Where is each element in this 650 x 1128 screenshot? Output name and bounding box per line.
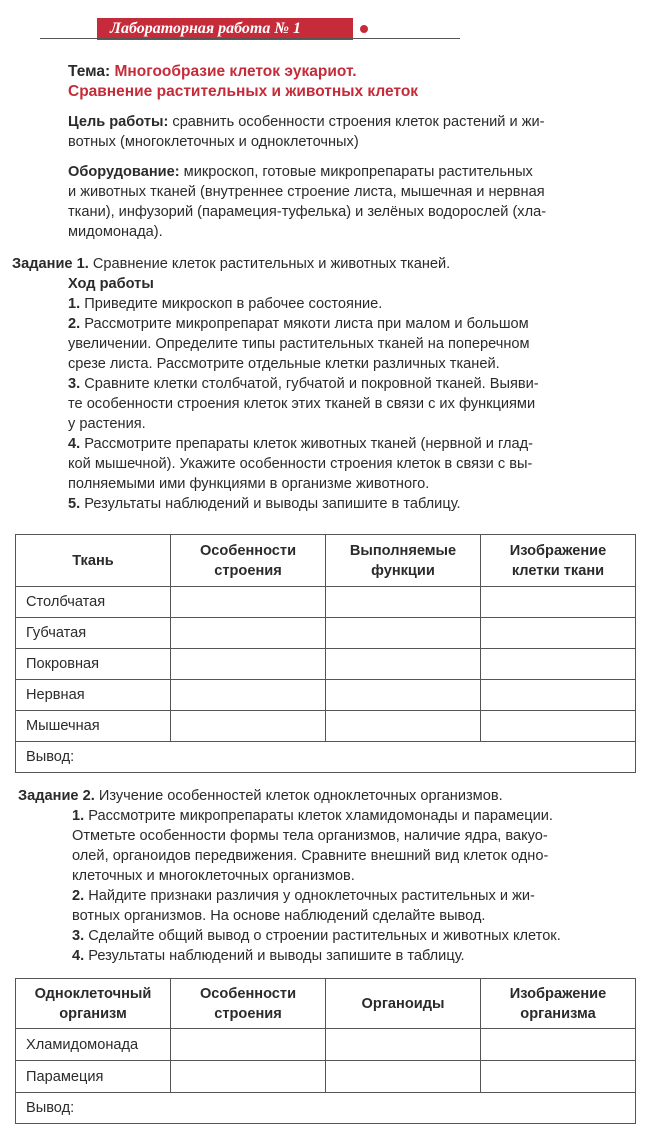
empty-cell[interactable]	[171, 587, 326, 618]
conclusion-row	[16, 742, 636, 773]
task2-heading	[18, 786, 503, 806]
task2-table	[15, 978, 636, 1124]
header-text: организм	[59, 1005, 127, 1022]
step-text: увеличении. Определите типы растительных тканей на поперечном	[68, 336, 530, 352]
step-line	[72, 886, 535, 906]
header-text: Ткань	[72, 552, 114, 569]
header-text: Особенности	[199, 542, 297, 559]
step-text: у растения.	[68, 416, 146, 432]
table-row	[16, 1061, 636, 1093]
empty-cell[interactable]	[171, 1029, 326, 1061]
equipment-text-3: ткани), инфузорий (парамеция-туфелька) и зелёных водорослей (хла-	[68, 204, 547, 220]
table-row	[16, 1029, 636, 1061]
header-text: организма	[520, 1005, 596, 1022]
empty-cell[interactable]	[171, 1061, 326, 1093]
header-rule	[40, 38, 460, 39]
empty-cell[interactable]	[481, 1061, 636, 1093]
header-dot-decoration	[360, 25, 368, 33]
row-label: Парамеция	[16, 1061, 171, 1093]
goal-text-1: сравнить особенности строения клеток растений и жи-	[172, 114, 545, 130]
row-label: Мышечная	[16, 711, 171, 742]
task1-progress-label: Ход работы	[68, 276, 154, 292]
topic-title-2: Сравнение растительных и животных клеток	[68, 83, 419, 100]
step-line	[68, 454, 532, 474]
table-header-cell	[326, 979, 481, 1029]
empty-cell[interactable]	[171, 649, 326, 680]
step-line	[72, 806, 553, 826]
empty-cell[interactable]	[481, 1029, 636, 1061]
empty-cell[interactable]	[326, 1029, 481, 1061]
goal-text-2: вотных (многоклеточных и одноклеточных)	[68, 134, 359, 150]
empty-cell[interactable]	[171, 618, 326, 649]
table-row	[16, 649, 636, 680]
table-header-cell	[16, 979, 171, 1029]
step-line	[72, 946, 465, 966]
empty-cell[interactable]	[326, 680, 481, 711]
goal-line-1	[68, 112, 545, 132]
step-line	[68, 314, 529, 334]
task2-title: Изучение особенностей клеток одноклеточных организмов.	[98, 788, 503, 804]
step-line	[72, 826, 548, 846]
empty-cell[interactable]	[326, 649, 481, 680]
step-line	[68, 414, 146, 434]
task2-label: Задание 2.	[18, 788, 95, 804]
task1-label: Задание 1.	[12, 256, 89, 272]
step-text: срезе листа. Рассмотрите отдельные клетки различных тканей.	[68, 356, 500, 372]
equipment-text-1: микроскоп, готовые микропрепараты растительных	[183, 164, 533, 180]
step-line	[72, 926, 561, 946]
goal-label: Цель работы:	[68, 114, 169, 130]
step-line	[68, 374, 539, 394]
step-number: 5.	[68, 496, 81, 512]
task1-heading	[12, 254, 450, 274]
table-header-cell	[16, 535, 171, 587]
step-text: Отметьте особенности формы тела организмов, наличие ядра, вакуо-	[72, 828, 548, 844]
task1-title: Сравнение клеток растительных и животных тканей.	[92, 256, 451, 272]
equipment-label: Оборудование:	[68, 164, 180, 180]
row-label: Нервная	[16, 680, 171, 711]
step-text: Приведите микроскоп в рабочее состояние.	[84, 296, 383, 312]
conclusion-row	[16, 1093, 636, 1124]
header-text: клетки ткани	[511, 562, 605, 579]
table-row	[16, 587, 636, 618]
header-text: Выполняемые	[349, 542, 457, 559]
topic-title-1: Многообразие клеток эукариот.	[114, 63, 357, 80]
step-text: Результаты наблюдений и выводы запишите в таблицу.	[84, 496, 461, 512]
empty-cell[interactable]	[481, 680, 636, 711]
row-label: Хламидомонада	[16, 1029, 171, 1061]
step-line	[68, 334, 530, 354]
step-text: Сравните клетки столбчатой, губчатой и покровной тканей. Выяви-	[84, 376, 539, 392]
table-header-cell	[326, 535, 481, 587]
step-text: Рассмотрите микропрепарат мякоти листа при малом и большом	[84, 316, 529, 332]
step-text: Сделайте общий вывод о строении растительных и животных клеток.	[88, 928, 561, 944]
step-line	[72, 906, 485, 926]
step-text: олей, органоидов передвижения. Сравните внешний вид клеток одно-	[72, 848, 549, 864]
row-label: Покровная	[16, 649, 171, 680]
empty-cell[interactable]	[481, 711, 636, 742]
step-number: 4.	[72, 948, 85, 964]
table-header-cell	[481, 979, 636, 1029]
empty-cell[interactable]	[481, 618, 636, 649]
row-label: Столбчатая	[16, 587, 171, 618]
header-text: строения	[214, 1005, 282, 1022]
task1-table	[15, 534, 636, 773]
step-text: полняемыми ими функциями в организме животного.	[68, 476, 430, 492]
header-text: Органоиды	[361, 995, 445, 1012]
empty-cell[interactable]	[326, 587, 481, 618]
conclusion-label[interactable]: Вывод:	[16, 742, 636, 773]
step-line	[68, 294, 382, 314]
empty-cell[interactable]	[326, 1061, 481, 1093]
empty-cell[interactable]	[171, 680, 326, 711]
step-number: 3.	[68, 376, 81, 392]
step-text: те особенности строения клеток этих тканей в связи с их функциями	[68, 396, 536, 412]
step-line	[68, 394, 535, 414]
topic-line-1	[68, 62, 357, 82]
step-text: Рассмотрите препараты клеток животных тканей (нервной и глад-	[84, 436, 534, 452]
step-text: вотных организмов. На основе наблюдений сделайте вывод.	[72, 908, 486, 924]
table-header-row	[16, 979, 636, 1029]
step-number: 2.	[68, 316, 81, 332]
step-line	[72, 866, 355, 886]
equipment-text-4: мидомонада).	[68, 224, 163, 240]
step-text: Найдите признаки различия у одноклеточных растительных и жи-	[88, 888, 535, 904]
equipment-line-1	[68, 162, 533, 182]
step-number: 2.	[72, 888, 85, 904]
header-text: Особенности	[199, 985, 297, 1002]
step-line	[72, 846, 548, 866]
header-text: функции	[371, 562, 435, 579]
header-text: строения	[214, 562, 282, 579]
step-text: кой мышечной). Укажите особенности строения клеток в связи с вы-	[68, 456, 533, 472]
table-header-row	[16, 535, 636, 587]
empty-cell[interactable]	[481, 587, 636, 618]
step-text: Рассмотрите микропрепараты клеток хламидомонады и парамеции.	[88, 808, 553, 824]
step-text: Результаты наблюдений и выводы запишите в таблицу.	[88, 948, 465, 964]
table-row	[16, 618, 636, 649]
step-number: 4.	[68, 436, 81, 452]
empty-cell[interactable]	[171, 711, 326, 742]
table-row	[16, 680, 636, 711]
table-header-cell	[171, 535, 326, 587]
step-line	[68, 474, 429, 494]
empty-cell[interactable]	[326, 618, 481, 649]
step-text: клеточных и многоклеточных организмов.	[72, 868, 355, 884]
empty-cell[interactable]	[481, 649, 636, 680]
header-text: Изображение	[509, 542, 607, 559]
table-header-cell	[481, 535, 636, 587]
topic-prefix: Тема:	[68, 63, 111, 80]
row-label: Губчатая	[16, 618, 171, 649]
table-row	[16, 711, 636, 742]
step-number: 1.	[68, 296, 81, 312]
empty-cell[interactable]	[326, 711, 481, 742]
step-line	[68, 354, 500, 374]
header-text: Одноклеточный	[34, 985, 152, 1002]
step-number: 3.	[72, 928, 85, 944]
equipment-text-2: и животных тканей (внутреннее строение листа, мышечная и нервная	[68, 184, 545, 200]
table-header-cell	[171, 979, 326, 1029]
conclusion-label[interactable]: Вывод:	[16, 1093, 636, 1124]
header-label: Лабораторная работа № 1	[110, 20, 301, 37]
header-text: Изображение	[509, 985, 607, 1002]
step-line	[68, 494, 461, 514]
step-line	[68, 434, 533, 454]
step-number: 1.	[72, 808, 85, 824]
